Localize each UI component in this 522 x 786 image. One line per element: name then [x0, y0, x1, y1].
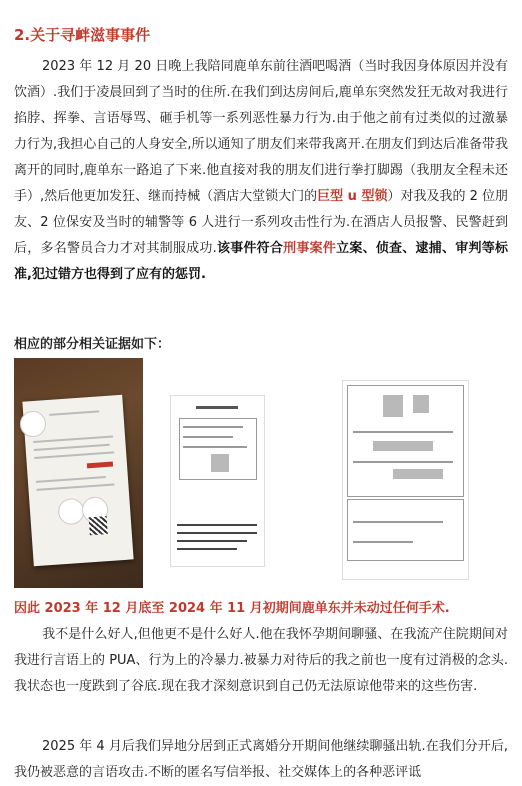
separation-text: 2025 年 4 月后我们异地分居到正式离婚分开期间他继续聊骚出轨.在我们分开后,我仍被恶意的言语攻击.不断的匿名写信举报、社交媒体上的各种恶评诋	[14, 739, 508, 780]
doc-line	[183, 426, 243, 428]
incident-text-2: ）对我及我的 2 位朋友、2 位保安及当时的辅警等 6 人进行一系列攻击性行为.在酒店人员报警、民警赶到后，多名警员合力才对其制服成功.	[14, 189, 508, 256]
doc-line	[177, 540, 247, 542]
doc-line	[353, 461, 453, 463]
redaction-block	[383, 395, 403, 417]
redaction-block	[211, 454, 229, 472]
incident-text-1: 2023 年 12 月 20 日晚上我陪同鹿单东前往酒吧喝酒（当时我因身体原因并没有饮酒）.我们于凌晨回到了当时的住所.在我们到达房间后,鹿单东突然发狂无故对我进行掐脖、挥拳、言语辱骂、砸手机等一系列恶性暴力行为.由于他之前有过类似的过激暴力行为,我担心自己的人身安全,所以通知了朋友们来带我离开.在朋友们到达后准备带我离开的同时,鹿单东一路追了下来.他直接对我的朋友们进行拳打脚踢（我朋友全程未还手）,然后他更加发狂、继而持械（酒店大堂锁大门的	[14, 59, 508, 204]
redaction-circle	[19, 410, 47, 438]
doc-line	[33, 435, 113, 443]
doc-line	[353, 541, 413, 543]
criminal-case-highlight: 刑事案件	[283, 241, 337, 256]
personal-paragraph	[14, 622, 508, 700]
section-title: 2.关于寻衅滋事事件	[14, 26, 151, 44]
doc-title	[196, 406, 238, 409]
doc-line	[183, 436, 233, 438]
separation-paragraph	[14, 734, 508, 786]
scanned-document-2	[342, 380, 469, 580]
personal-text: 我不是什么好人,但他更不是什么好人.他在我怀孕期间聊骚、在我流产住院期间对我进行言语上的 PUA、行为上的冷暴力.被暴力对待后的我之前也一度有过消极的念头.我状态也一度跌到了谷底.现在我才深刻意识到自己仍无法原谅他带来的这些伤害.	[14, 627, 508, 694]
doc-line	[34, 451, 114, 459]
doc-line	[353, 521, 443, 523]
doc-line	[177, 532, 257, 534]
u-lock-highlight: 巨型 u 型锁	[317, 189, 388, 204]
doc-line	[353, 431, 453, 433]
doc-line	[34, 444, 110, 451]
doc-line	[36, 483, 114, 490]
red-mark	[87, 462, 113, 469]
doc-line	[36, 476, 106, 483]
doc-table	[347, 499, 464, 561]
evidence-heading: 相应的部分相关证据如下：	[14, 337, 171, 352]
qr-code	[89, 516, 108, 535]
conclusion-statement: 因此 2023 年 12 月底至 2024 年 11 月初期间鹿单东并未动过任何手术.	[14, 601, 450, 616]
redaction-block	[393, 469, 443, 479]
doc-line	[177, 524, 257, 526]
incident-paragraph	[14, 54, 508, 288]
redaction-block	[413, 395, 429, 413]
doc-line	[177, 548, 237, 550]
evidence-photo	[14, 358, 143, 588]
doc-line	[49, 410, 99, 415]
redaction-circle	[57, 498, 85, 526]
doc-line	[183, 446, 247, 448]
scanned-document-1	[170, 395, 265, 567]
photographed-document	[22, 395, 133, 567]
incident-bold-2: 立案、侦查、逮捕、审判等标准,犯过错方也得到了应有的惩罚.	[14, 241, 508, 282]
redaction-block	[373, 441, 433, 451]
incident-bold-1: 该事件符合	[216, 241, 284, 256]
